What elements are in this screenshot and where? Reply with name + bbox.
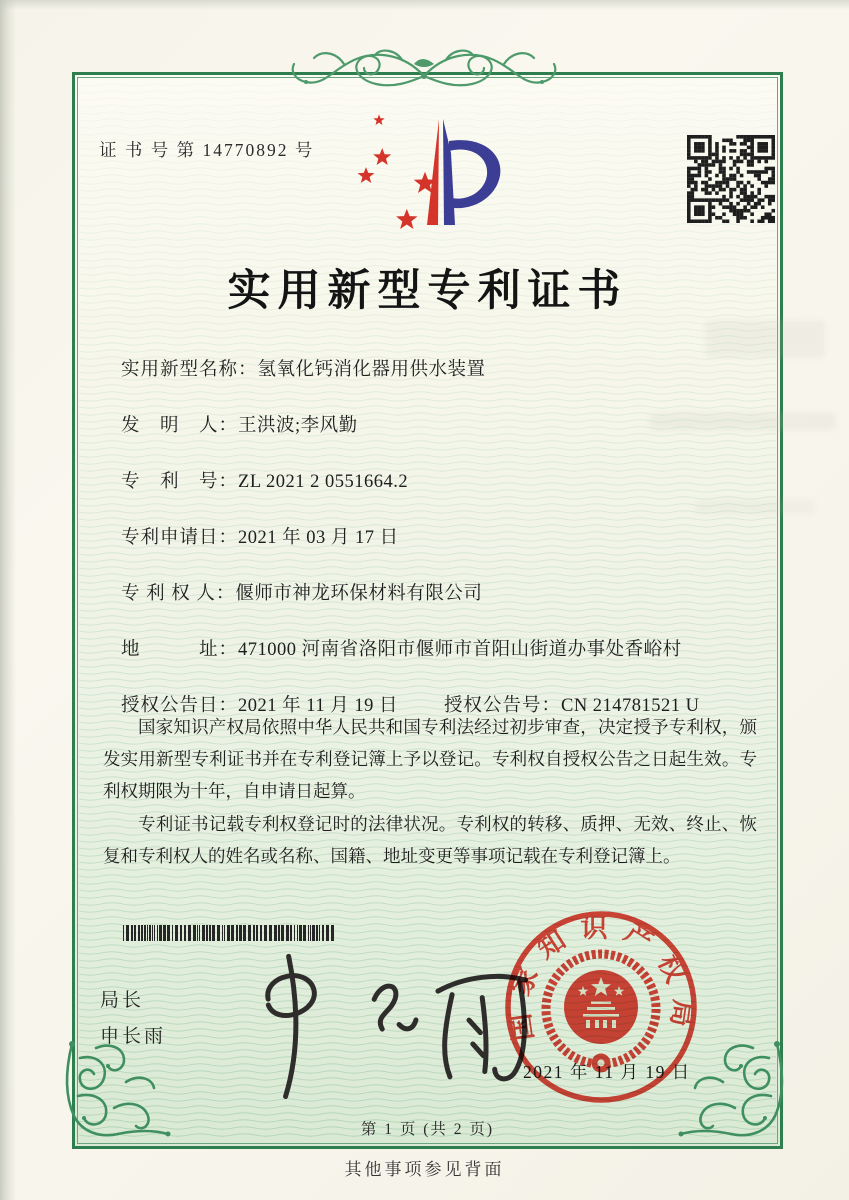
page-number: 第 1 页 (共 2 页) <box>360 1121 495 1138</box>
logo-p-bowl <box>448 140 500 208</box>
field-label: 专利申请日： <box>121 528 239 548</box>
field-label: 专 利 号： <box>121 472 239 492</box>
seal-date: 2021 年 11 月 19 日 <box>523 1062 691 1082</box>
field-value: 偃师市神龙环保材料有限公司 <box>235 584 483 604</box>
signatory-name: 申长雨 <box>100 1026 167 1047</box>
field-inventor <box>121 413 741 439</box>
print-bleed-artifact <box>705 320 825 358</box>
field-label: 地 址： <box>121 640 239 660</box>
logo-red-wedge <box>427 119 439 225</box>
field-value: 471000 河南省洛阳市偃师市首阳山街道办事处香峪村 <box>238 640 682 660</box>
svg-text:国家知识产权局: 国家知识产权局 <box>503 912 699 1043</box>
scan-edge-artifact <box>0 0 16 1200</box>
scan-edge-artifact <box>0 0 849 10</box>
certificate-fields <box>121 357 741 749</box>
barcode-icon <box>123 925 337 941</box>
field-value: CN 214781521 U <box>560 696 700 716</box>
field-label: 授权公告日： <box>121 696 239 716</box>
field-filing-date <box>121 525 741 551</box>
legal-text <box>103 711 757 872</box>
field-value: 氢氧化钙消化器用供水装置 <box>257 360 486 380</box>
certificate-title: 实用新型专利证书 <box>227 268 628 315</box>
field-address <box>121 637 741 663</box>
field-label: 专 利 权 人： <box>121 584 236 604</box>
legal-paragraph-2: 专利证书记载专利权登记时的法律状况。专利权的转移、质押、无效、终止、恢复和专利权人的姓名或名称、国籍、地址变更等事项记载在专利登记簿上。 <box>103 813 757 866</box>
certificate-border <box>72 72 783 1149</box>
field-value: ZL 2021 2 0551664.2 <box>238 472 409 492</box>
field-patent-number <box>121 469 741 495</box>
field-value: 王洪波;李风勤 <box>238 416 358 436</box>
signatory-title: 局长 <box>100 990 145 1011</box>
certificate-number: 证 书 号 第 14770892 号 <box>99 140 315 160</box>
back-note: 其他事项参见背面 <box>344 1160 505 1179</box>
field-value: 2021 年 03 月 17 日 <box>238 528 399 548</box>
cnipa-logo-icon <box>341 113 517 237</box>
field-label: 授权公告号： <box>443 696 561 716</box>
field-patentee <box>121 581 741 607</box>
legal-paragraph-1: 国家知识产权局依照中华人民共和国专利法经过初步审查，决定授予专利权，颁发实用新型专利证书并在专利登记簿上予以登记。专利权自授权公告之日起生效。专利权期限为十年，自申请日起算。 <box>103 717 757 802</box>
handwritten-signature-icon <box>222 931 548 1112</box>
field-value: 2021 年 11 月 19 日 <box>238 696 398 716</box>
logo-blue-wedge <box>443 119 455 225</box>
field-label: 实用新型名称： <box>121 360 258 380</box>
field-utility-model-name <box>121 357 741 383</box>
field-label: 发 明 人： <box>121 416 239 436</box>
qr-code-icon <box>687 135 775 223</box>
